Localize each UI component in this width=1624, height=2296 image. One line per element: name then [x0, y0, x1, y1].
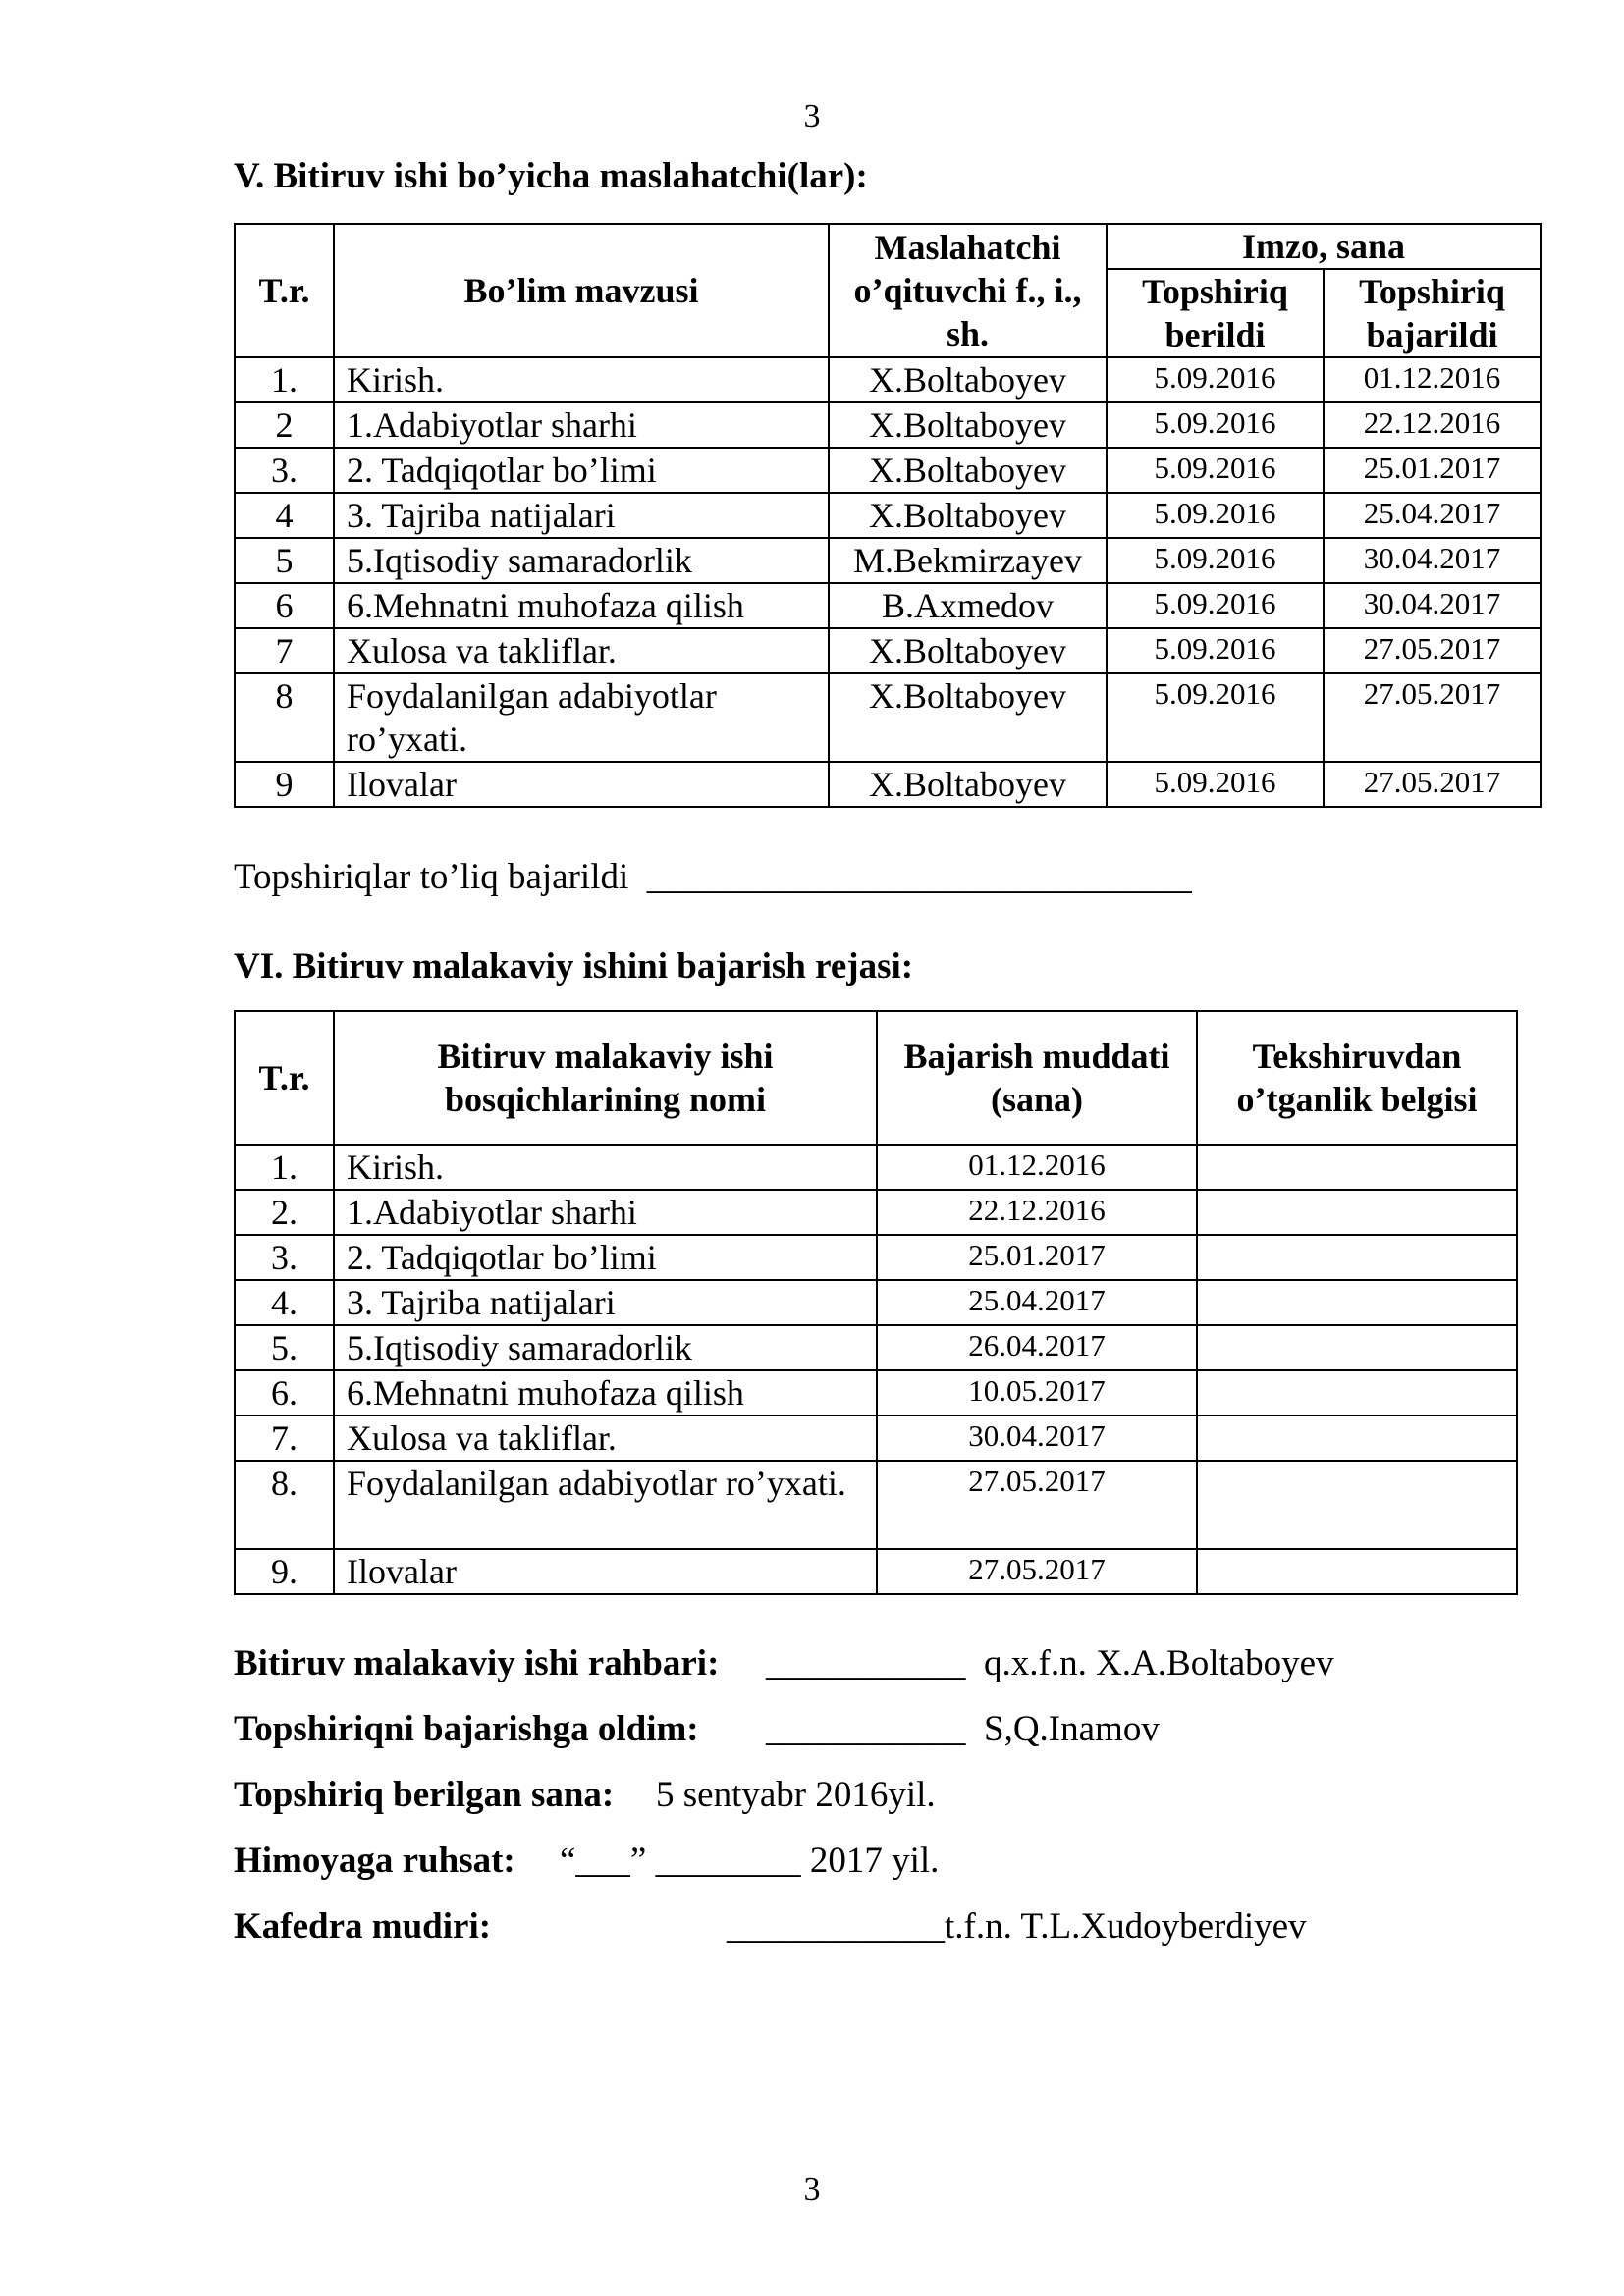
row-number: 2 — [235, 402, 334, 448]
signature-value: ____________t.f.n. T.L.Xudoyberdiyev — [727, 1906, 1307, 1947]
row-check-mark — [1197, 1325, 1517, 1370]
section-vi-heading: VI. Bitiruv malakaviy ishini bajarish rejasi: — [234, 946, 914, 987]
row-number: 3. — [235, 1235, 334, 1280]
header-tr: T.r. — [235, 224, 334, 357]
table-row — [235, 1415, 1517, 1461]
row-number: 3. — [235, 448, 334, 493]
header-given: Topshiriq berildi — [1107, 269, 1324, 357]
row-topic: Ilovalar — [334, 762, 829, 807]
row-done-date: 27.05.2017 — [1324, 628, 1541, 673]
row-given-date: 5.09.2016 — [1107, 538, 1324, 583]
completion-line: Topshiriqlar to’liq bajarildi ______________________________ — [234, 857, 1192, 897]
table-row — [235, 762, 1541, 807]
row-deadline: 01.12.2016 — [877, 1145, 1197, 1190]
row-number: 1. — [235, 1145, 334, 1190]
row-topic: 3. Tajriba natijalari — [334, 493, 829, 538]
row-topic: 6.Mehnatni muhofaza qilish — [334, 583, 829, 628]
table-row — [235, 1280, 1517, 1325]
table-row — [235, 673, 1541, 762]
row-number: 4. — [235, 1280, 334, 1325]
signature-value: ___________ q.x.f.n. X.A.Boltaboyev — [766, 1643, 1334, 1683]
header-deadline: Bajarish muddati (sana) — [877, 1011, 1197, 1145]
table-row — [235, 448, 1541, 493]
table-row — [235, 1145, 1517, 1190]
plan-table — [234, 1010, 1518, 1595]
row-stage: Xulosa va takliflar. — [334, 1415, 877, 1461]
table-row — [235, 1549, 1517, 1594]
table-row — [235, 357, 1541, 402]
row-deadline: 22.12.2016 — [877, 1190, 1197, 1235]
row-stage: 6.Mehnatni muhofaza qilish — [334, 1370, 877, 1415]
row-advisor: X.Boltaboyev — [829, 628, 1107, 673]
table-row — [235, 1461, 1517, 1549]
table-row — [235, 538, 1541, 583]
row-done-date: 27.05.2017 — [1324, 673, 1541, 762]
row-number: 4 — [235, 493, 334, 538]
row-number: 9. — [235, 1549, 334, 1594]
signature-value: ___________ S,Q.Inamov — [766, 1709, 1160, 1749]
header-advisor: Maslahatchi o’qituvchi f., i., sh. — [829, 224, 1107, 357]
row-check-mark — [1197, 1190, 1517, 1235]
row-check-mark — [1197, 1145, 1517, 1190]
signature-label: Topshiriqni bajarishga oldim: — [234, 1709, 699, 1749]
row-given-date: 5.09.2016 — [1107, 673, 1324, 762]
table-row — [235, 1325, 1517, 1370]
row-check-mark — [1197, 1461, 1517, 1549]
row-advisor: M.Bekmirzayev — [829, 538, 1107, 583]
row-done-date: 22.12.2016 — [1324, 402, 1541, 448]
signature-label: Topshiriq berilgan sana: — [234, 1775, 615, 1815]
row-check-mark — [1197, 1280, 1517, 1325]
row-topic: 2. Tadqiqotlar bo’limi — [334, 448, 829, 493]
row-stage: Ilovalar — [334, 1549, 877, 1594]
row-number: 9 — [235, 762, 334, 807]
row-number: 6. — [235, 1370, 334, 1415]
row-check-mark — [1197, 1235, 1517, 1280]
signature-value: 5 sentyabr 2016yil. — [656, 1775, 936, 1815]
table-row — [235, 628, 1541, 673]
row-given-date: 5.09.2016 — [1107, 402, 1324, 448]
row-advisor: X.Boltaboyev — [829, 673, 1107, 762]
row-topic: Xulosa va takliflar. — [334, 628, 829, 673]
row-advisor: X.Boltaboyev — [829, 493, 1107, 538]
row-number: 8. — [235, 1461, 334, 1549]
row-topic: Foydalanilgan adabiyotlar ro’yxati. — [334, 673, 829, 762]
row-given-date: 5.09.2016 — [1107, 762, 1324, 807]
row-given-date: 5.09.2016 — [1107, 628, 1324, 673]
table-row — [235, 493, 1541, 538]
header-topic: Bo’lim mavzusi — [334, 224, 829, 357]
row-check-mark — [1197, 1370, 1517, 1415]
row-stage: 3. Tajriba natijalari — [334, 1280, 877, 1325]
row-number: 1. — [235, 357, 334, 402]
row-number: 5 — [235, 538, 334, 583]
row-number: 8 — [235, 673, 334, 762]
row-number: 2. — [235, 1190, 334, 1235]
row-number: 7 — [235, 628, 334, 673]
header-tr: T.r. — [235, 1011, 334, 1145]
row-stage: 2. Tadqiqotlar bo’limi — [334, 1235, 877, 1280]
signature-label: Himoyaga ruhsat: — [234, 1841, 515, 1881]
row-advisor: X.Boltaboyev — [829, 762, 1107, 807]
signature-value: “___” ________ 2017 yil. — [560, 1841, 940, 1881]
row-stage: 5.Iqtisodiy samaradorlik — [334, 1325, 877, 1370]
row-given-date: 5.09.2016 — [1107, 357, 1324, 402]
section-v-heading: V. Bitiruv ishi bo’yicha maslahatchi(lar): — [234, 156, 868, 196]
row-given-date: 5.09.2016 — [1107, 583, 1324, 628]
row-check-mark — [1197, 1549, 1517, 1594]
row-stage: Kirish. — [334, 1145, 877, 1190]
row-given-date: 5.09.2016 — [1107, 493, 1324, 538]
row-done-date: 30.04.2017 — [1324, 583, 1541, 628]
header-sign-date: Imzo, sana — [1107, 224, 1541, 269]
table-row — [235, 402, 1541, 448]
row-topic: 5.Iqtisodiy samaradorlik — [334, 538, 829, 583]
row-number: 7. — [235, 1415, 334, 1461]
header-done: Topshiriq bajarildi — [1324, 269, 1541, 357]
advisors-table — [234, 223, 1542, 808]
row-deadline: 26.04.2017 — [877, 1325, 1197, 1370]
row-deadline: 27.05.2017 — [877, 1549, 1197, 1594]
row-done-date: 01.12.2016 — [1324, 357, 1541, 402]
page-number-top: 3 — [803, 98, 821, 134]
row-done-date: 27.05.2017 — [1324, 762, 1541, 807]
row-topic: Kirish. — [334, 357, 829, 402]
page-number-bottom: 3 — [803, 2171, 821, 2208]
row-done-date: 25.04.2017 — [1324, 493, 1541, 538]
signature-label: Bitiruv malakaviy ishi rahbari: — [234, 1643, 720, 1683]
header-check: Tekshiruvdan o’tganlik belgisi — [1197, 1011, 1517, 1145]
row-done-date: 30.04.2017 — [1324, 538, 1541, 583]
row-advisor: X.Boltaboyev — [829, 357, 1107, 402]
row-deadline: 30.04.2017 — [877, 1415, 1197, 1461]
row-deadline: 10.05.2017 — [877, 1370, 1197, 1415]
row-advisor: X.Boltaboyev — [829, 448, 1107, 493]
row-advisor: X.Boltaboyev — [829, 402, 1107, 448]
table-row — [235, 1370, 1517, 1415]
row-stage: 1.Adabiyotlar sharhi — [334, 1190, 877, 1235]
row-number: 5. — [235, 1325, 334, 1370]
row-done-date: 25.01.2017 — [1324, 448, 1541, 493]
row-given-date: 5.09.2016 — [1107, 448, 1324, 493]
row-deadline: 27.05.2017 — [877, 1461, 1197, 1549]
row-advisor: B.Axmedov — [829, 583, 1107, 628]
table-row — [235, 583, 1541, 628]
row-deadline: 25.01.2017 — [877, 1235, 1197, 1280]
row-stage: Foydalanilgan adabiyotlar ro’yxati. — [334, 1461, 877, 1549]
table-row — [235, 1190, 1517, 1235]
header-stage: Bitiruv malakaviy ishi bosqichlarining nomi — [334, 1011, 877, 1145]
row-deadline: 25.04.2017 — [877, 1280, 1197, 1325]
signature-label: Kafedra mudiri: — [234, 1906, 492, 1947]
row-check-mark — [1197, 1415, 1517, 1461]
row-number: 6 — [235, 583, 334, 628]
row-topic: 1.Adabiyotlar sharhi — [334, 402, 829, 448]
table-row — [235, 1235, 1517, 1280]
